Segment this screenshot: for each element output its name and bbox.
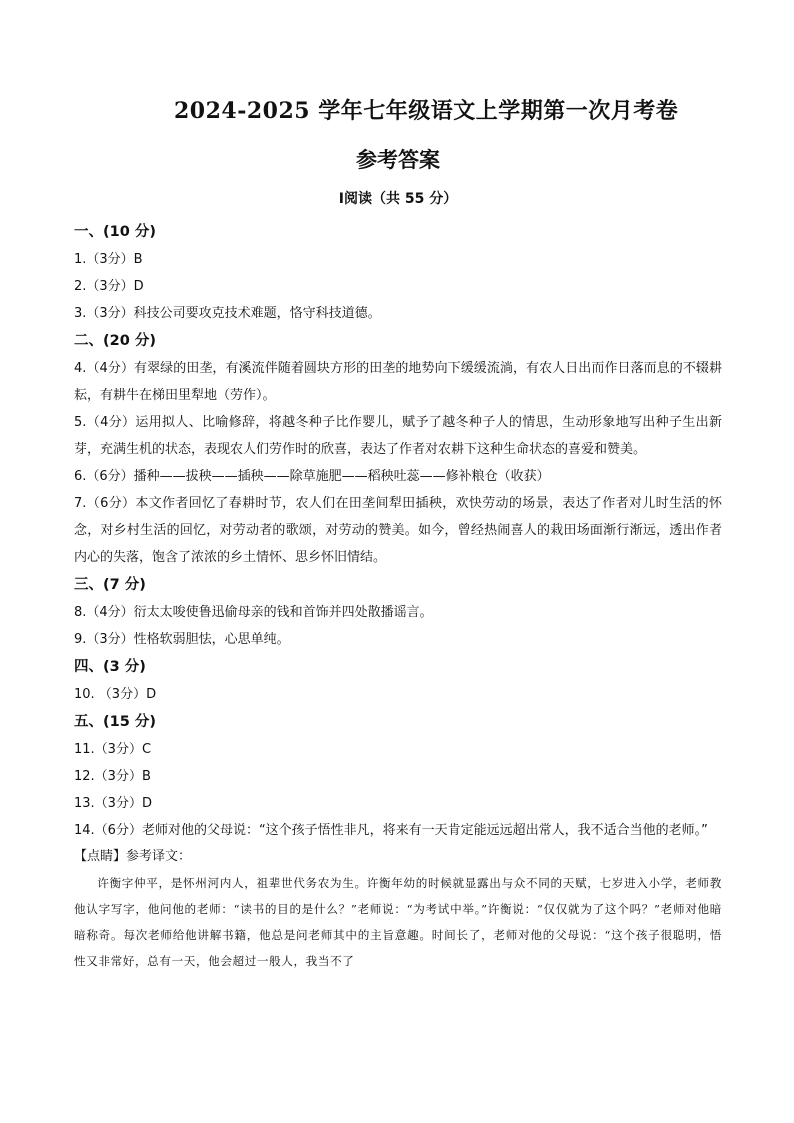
section-heading: 四、(3 分) [74, 659, 146, 675]
section-heading: 一、(10 分) [74, 224, 156, 240]
answer-9: 9.（3分）性格软弱胆怯，心思单纯。 [74, 632, 290, 647]
answer-8: 8.（4分）衍太太唆使鲁迅偷母亲的钱和首饰并四处散播谣言。 [74, 605, 433, 620]
document-title: 2024-2025 学年七年级语文上学期第一次月考卷 [174, 98, 679, 124]
answer-2: 2.（3分）D [74, 279, 144, 294]
answer-1: 1.（3分）B [74, 252, 143, 267]
answer-5: 5.（4分）运用拟人、比喻修辞，将越冬种子比作婴儿，赋予了越冬种子人的情思，生动形象地写出种子生出新芽，充满生机的状态，表现农人们劳作时的欣喜，表达了作者对农耕下这种生命状态的喜爱和赞美。 [74, 415, 722, 457]
section-1 [74, 218, 722, 327]
section-heading: 五、(15 分) [74, 714, 156, 730]
answer-12: 12.（3分）B [74, 769, 151, 784]
answer-4: 4.（4分）有翠绿的田垄，有溪流伴随着圆块方形的田垄的地势向下缓缓流淌，有农人日出而作日落而息的不辍耕耘，有耕牛在梯田里犁地（劳作）。 [74, 361, 722, 403]
section-2 [74, 327, 722, 571]
answer-6: 6.（6分）播种——拔秧——插秧——除草施肥——稻秧吐蕊——修补粮仓（收获） [74, 469, 550, 484]
answer-3: 3.（3分）科技公司要攻克技术难题，恪守科技道德。 [74, 306, 381, 321]
section-4 [74, 653, 722, 708]
part-heading: Ⅰ阅读（共 55 分） [338, 191, 458, 207]
answer-13: 13.（3分）D [74, 796, 152, 811]
answer-7: 7.（6分）本文作者回忆了春耕时节，农人们在田垄间犁田插秧，欢快劳动的场景，表达了作者对儿时生活的怀念，对乡村生活的回忆，对劳动者的歌颂，对劳动的赞美。如今，曾经热闹喜人的栽田场面渐行渐远，透出作者内心的失落，饱含了浓浓的乡土情怀、思乡怀旧情结。 [74, 496, 722, 565]
answer-11: 11.（3分）C [74, 742, 152, 757]
answer-14: 14.（6分）老师对他的父母说：“这个孩子悟性非凡，将来有一天肯定能远远超出常人，我不适合当他的老师。” [74, 823, 708, 838]
section-5 [74, 708, 722, 844]
document-subtitle: 参考答案 [356, 147, 440, 172]
note-label: 【点睛】参考译文： [74, 849, 192, 864]
section-3 [74, 571, 722, 653]
section-heading: 二、(20 分) [74, 333, 156, 349]
section-heading: 三、(7 分) [74, 577, 146, 593]
reference-translation: 许衡字仲平，是怀州河内人，祖辈世代务农为生。许衡年幼的时候就显露出与众不同的天赋，七岁进入小学，老师教他认字写字，他问他的老师：“读书的目的是什么？”老师说：“为考试中举。”许衡说：“仅仅就为了这个吗？”老师对他暗暗称奇。每次老师给他讲解书籍，他总是问老师其中的主旨意趣。时间长了，老师对他的父母说：“这个孩子很聪明，悟性又非常好，总有一天，他会超过一般人，我当不了 [74, 876, 722, 968]
answer-10: 10. （3分）D [74, 687, 157, 702]
